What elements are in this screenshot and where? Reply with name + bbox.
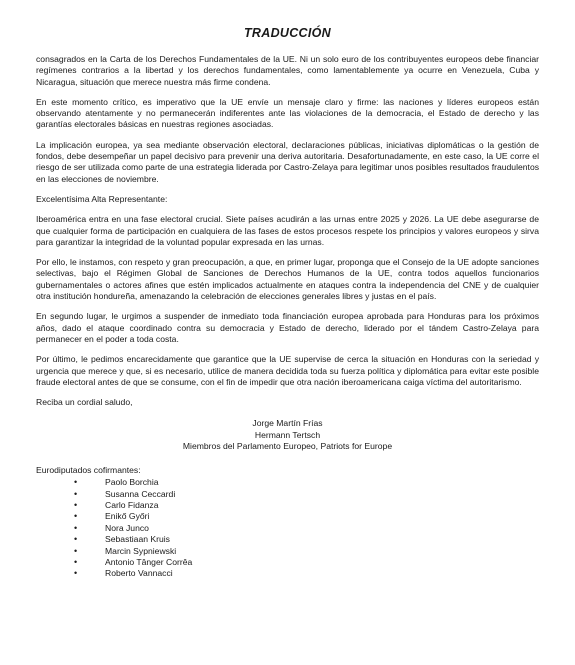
list-item (36, 557, 539, 568)
list-item (36, 568, 539, 579)
signatory-name: Hermann Tertsch (254, 429, 321, 440)
cosigner-name: Nora Junco (105, 522, 149, 533)
bullet-icon: • (74, 500, 78, 511)
paragraph: En este momento crítico, es imperativo que la UE envíe un mensaje claro y firme: las naciones y líderes europeos están observando atentamente y no permanecerán indiferentes ante las violaciones de la democracia, el Estado de derecho y las garantías electorales básicas en nuestras regiones asociadas. (36, 96, 539, 130)
cosigner-name: Marcin Sypniewski (105, 545, 177, 556)
paragraph: consagrados en la Carta de los Derechos Fundamentales de la UE. Ni un solo euro de los contribuyentes europeos debe financiar regímenes contrarios a la libertad y los derechos fundamentales, como lamentablemente ya ocurre en Venezuela, Cuba y Nicaragua, situación que merece nuestra más firme condena. (36, 54, 539, 87)
signatory-name: Jorge Martín Frías (252, 418, 323, 429)
closing-line: Reciba un cordial saludo, (36, 397, 133, 408)
cosigner-name: Susanna Ceccardi (105, 488, 176, 499)
signatory-affiliation: Miembros del Parlamento Europeo, Patriots for Europe (182, 441, 393, 452)
bullet-icon: • (74, 522, 78, 533)
cosigner-name: Sebastiaan Kruis (105, 534, 170, 545)
list-item (36, 500, 539, 511)
signature-block (36, 418, 539, 453)
bullet-icon: • (74, 488, 78, 499)
bullet-icon: • (74, 511, 78, 522)
bullet-icon: • (74, 557, 78, 568)
paragraph: Iberoamérica entra en una fase electoral crucial. Siete países acudirán a las urnas entre 2025 y 2026. La UE debe asegurarse de que cualquier forma de participación en cualquiera de las fases de estos procesos respete los principios y valores europeos y sirva para garantizar la integridad de la voluntad popular expresada en las urnas. (36, 214, 539, 247)
bullet-icon: • (74, 545, 78, 556)
paragraph: En segundo lugar, le urgimos a suspender de inmediato toda financiación europea aprobada para Honduras para los próximos años, dado el ataque coordinado contra su democracia y Estado de derecho, liderado por el tándem Castro-Zelaya para permanecer en el poder a toda costa. (36, 311, 539, 344)
paragraph: La implicación europea, ya sea mediante observación electoral, declaraciones públicas, iniciativas diplomáticas o la gestión de fondos, debe desempeñar un papel decisivo para prevenir una deriva autoritaria. Desafortunadamente, en este caso, la UE corre el riesgo de ser utilizada como parte de una estrategia liderada por Castro-Zelaya para legitimar unos posibles resultados fraudulentos en las elecciones de noviembre. (36, 139, 540, 184)
bullet-icon: • (74, 568, 78, 579)
salutation: Excelentísima Alta Representante: (36, 193, 168, 204)
list-item (36, 534, 539, 545)
bullet-icon: • (74, 477, 78, 488)
list-item (36, 546, 539, 557)
bullet-icon: • (74, 534, 78, 545)
cosigner-name: Paolo Borchia (105, 477, 159, 488)
list-item (36, 523, 539, 534)
cosigner-name: Enikő Győri (105, 511, 150, 522)
cosigner-name: Carlo Fidanza (105, 500, 159, 511)
list-item (36, 489, 539, 500)
document-body (36, 54, 539, 580)
cosigners-heading: Eurodiputados cofirmantes: (36, 464, 141, 475)
list-item (36, 477, 539, 488)
paragraph: Por último, le pedimos encarecidamente que garantice que la UE supervise de cerca la situación en Honduras con la seriedad y urgencia que merece y que, si es necesario, utilice de manera decidida toda su fuerza política y diplomática para evitar este posible fraude electoral antes de que se consume, con el fin de impedir que otra nación iberoamericana caiga víctima del autoritarismo. (36, 354, 539, 387)
list-item (36, 511, 539, 522)
paragraph: Por ello, le instamos, con respeto y gran preocupación, a que, en primer lugar, proponga que el Consejo de la UE adopte sanciones selectivas, bajo el Régimen Global de Sanciones de Derechos Humanos de la UE, contra todos aquellos funcionarios gubernamentales o actores afines que estén implicados actualmente en ataques contra la independencia del CNE y de cualquier otra institución hondureña, amenazando la celebración de elecciones generales libres y justas en el país. (36, 257, 539, 302)
cosigner-name: Roberto Vannacci (105, 568, 173, 579)
cosigners-list (36, 477, 539, 580)
document-title: TRADUCCIÓN (243, 26, 332, 40)
cosigner-name: Antonio Tânger Corrêa (105, 557, 193, 568)
